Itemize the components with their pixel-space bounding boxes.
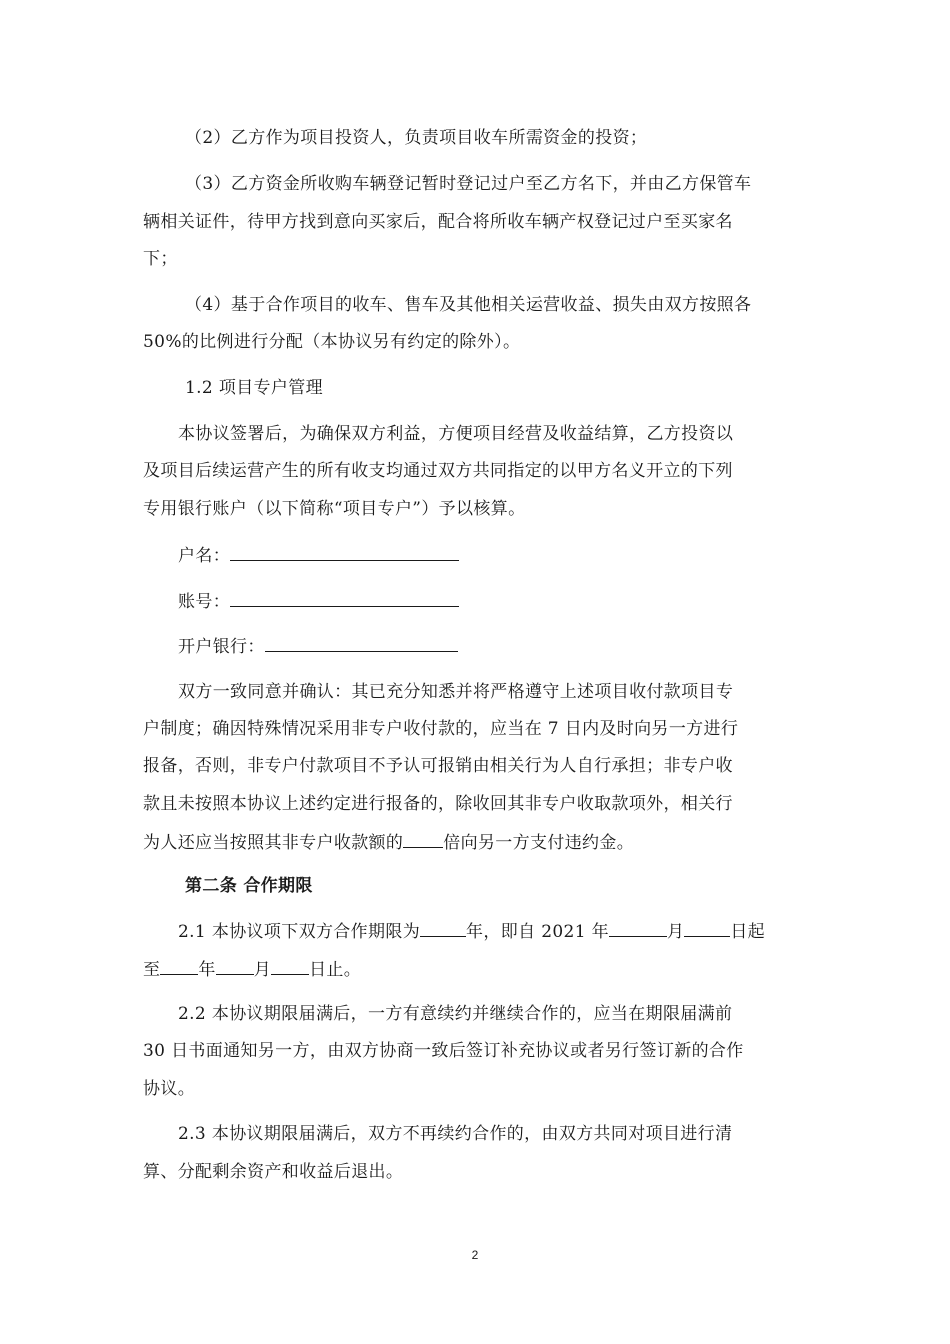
page-number: 2 <box>471 1248 479 1262</box>
bank-label: 开户银行： <box>178 637 265 657</box>
clause-2-1-line-1 <box>178 922 765 941</box>
end-year-blank <box>160 960 198 975</box>
clause-2-3-line-1: 2.3 本协议期限届满后，双方不再续约合作的，由双方共同对项目进行清 <box>178 1124 733 1144</box>
clause-item-3-line-2: 辆相关证件，待甲方找到意向买家后，配合将所收车辆产权登记过户至买家名 <box>143 212 733 232</box>
account-paragraph-line-2: 及项目后续运营产生的所有收支均通过双方共同指定的以甲方名义开立的下列 <box>143 461 733 481</box>
term-years-blank <box>420 922 466 937</box>
clause-2-1-text-c: 月 <box>666 922 685 942</box>
clause-2-1-text-b: 年，即自 2021 年 <box>466 922 609 942</box>
account-number-label: 账号： <box>178 592 231 612</box>
clause-item-4-line-2: 50%的比例进行分配（本协议另有约定的除外）。 <box>143 332 521 352</box>
confirm-paragraph-line-2: 户制度；确因特殊情况采用非专户收付款的，应当在 7 日内及时向另一方进行 <box>143 719 739 739</box>
clause-2-1-line-2 <box>143 960 361 979</box>
clause-2-1-text-a: 2.1 本协议项下双方合作期限为 <box>178 922 421 942</box>
article-2-title: 第二条 合作期限 <box>185 876 313 896</box>
clause-item-3-line-1: （3）乙方资金所收购车辆登记暂时登记过户至乙方名下，并由乙方保管车 <box>185 174 752 194</box>
clause-2-2-line-3: 协议。 <box>143 1079 196 1099</box>
confirm-paragraph-line-4: 款且未按照本协议上述约定进行报备的，除收回其非专户收取款项外，相关行 <box>143 794 733 814</box>
account-name-field <box>178 546 459 565</box>
clause-2-1-text-d: 日起 <box>730 922 766 942</box>
start-day-blank <box>684 922 730 937</box>
clause-2-3-line-2: 算、分配剩余资产和收益后退出。 <box>143 1162 404 1182</box>
penalty-text-a: 为人还应当按照其非专户收款额的 <box>143 833 404 853</box>
account-number-blank <box>230 592 459 607</box>
confirm-paragraph-line-3: 报备，否则，非专户付款项目不予认可报销由相关行为人自行承担；非专户收 <box>143 756 733 776</box>
penalty-multiplier-blank <box>403 833 443 848</box>
clause-2-2-line-2: 30 日书面通知另一方，由双方协商一致后签订补充协议或者另行签订新的合作 <box>143 1041 744 1061</box>
clause-item-3-line-3: 下； <box>143 249 178 269</box>
end-day-blank <box>271 960 309 975</box>
section-1-2-title: 1.2 项目专户管理 <box>185 378 323 398</box>
bank-field <box>178 637 458 656</box>
clause-2-1-text-e: 至 <box>143 960 161 980</box>
account-name-blank <box>230 546 459 561</box>
clause-2-1-text-g: 月 <box>253 960 272 980</box>
end-month-blank <box>216 960 254 975</box>
clause-2-1-text-h: 日止。 <box>309 960 362 980</box>
penalty-text-b: 倍向另一方支付违约金。 <box>443 833 635 853</box>
account-paragraph-line-3: 专用银行账户（以下简称“项目专户”）予以核算。 <box>143 499 526 519</box>
start-month-blank <box>609 922 667 937</box>
account-number-field <box>178 592 459 611</box>
account-name-label: 户名： <box>178 546 231 566</box>
confirm-paragraph-line-5 <box>143 833 634 852</box>
clause-2-1-text-f: 年 <box>198 960 216 980</box>
bank-blank <box>265 637 458 652</box>
clause-2-2-line-1: 2.2 本协议期限届满后，一方有意续约并继续合作的，应当在期限届满前 <box>178 1004 733 1024</box>
account-paragraph-line-1: 本协议签署后，为确保双方利益，方便项目经营及收益结算，乙方投资以 <box>178 424 734 444</box>
clause-item-4-line-1: （4）基于合作项目的收车、售车及其他相关运营收益、损失由双方按照各 <box>185 295 752 315</box>
confirm-paragraph-line-1: 双方一致同意并确认：其已充分知悉并将严格遵守上述项目收付款项目专 <box>178 682 734 702</box>
clause-item-2: （2）乙方作为项目投资人，负责项目收车所需资金的投资； <box>185 128 648 148</box>
